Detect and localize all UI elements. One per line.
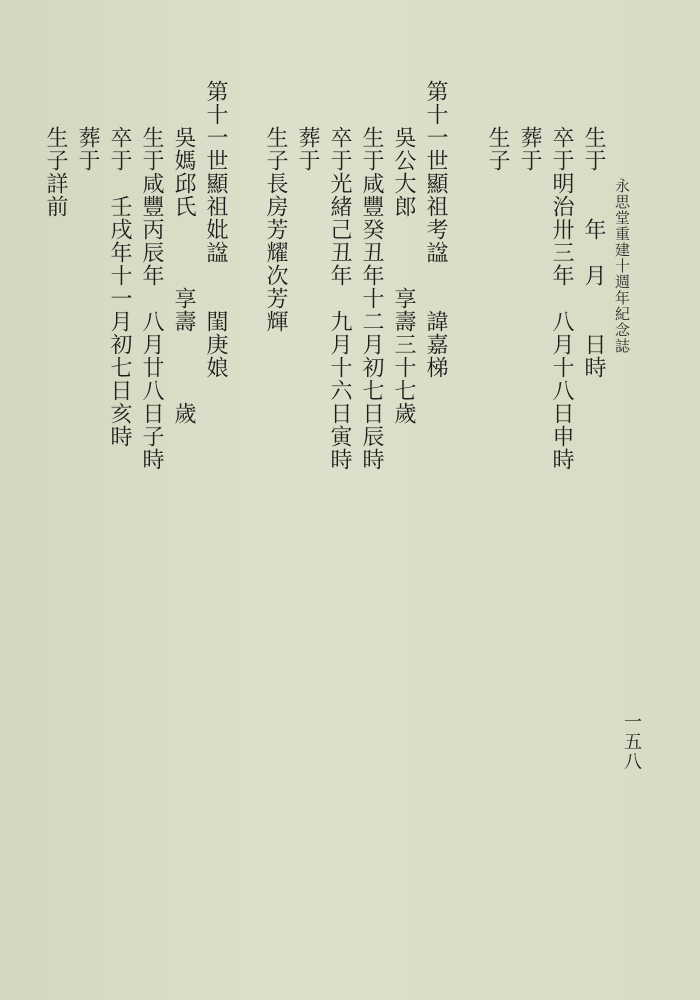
running-header: 永思堂重建十週年紀念誌 bbox=[613, 178, 631, 354]
text-column: 葬于 bbox=[295, 126, 320, 172]
text-column: 生子長房芳耀次芳輝 bbox=[263, 126, 288, 333]
text-column: 第十一世顯祖妣諡 閨庚娘 bbox=[203, 80, 228, 379]
page-number: 一五八 bbox=[621, 712, 642, 772]
text-column: 第十一世顯祖考諡 諱嘉梯 bbox=[423, 80, 448, 379]
text-column: 吳媽邱氏 享壽 歲 bbox=[171, 126, 196, 425]
text-column: 生于咸豐癸丑年十二月初七日辰時 bbox=[359, 126, 384, 471]
text-column: 生子詳前 bbox=[43, 126, 68, 218]
text-column: 吳公大郎 享壽三十七歲 bbox=[391, 126, 416, 425]
text-column: 葬于 bbox=[75, 126, 100, 172]
text-column: 卒于光緒己丑年 九月十六日寅時 bbox=[327, 126, 352, 471]
text-column: 生于 年 月 日時 bbox=[581, 126, 606, 379]
text-column: 葬于 bbox=[517, 126, 542, 172]
text-column: 生于咸豐丙辰年 八月廿八日子時 bbox=[139, 126, 164, 471]
text-column: 生子 bbox=[485, 126, 510, 172]
text-column: 卒于明治卅三年 八月十八日申時 bbox=[549, 126, 574, 471]
text-column: 卒于 壬戌年十一月初七日亥時 bbox=[107, 126, 132, 448]
